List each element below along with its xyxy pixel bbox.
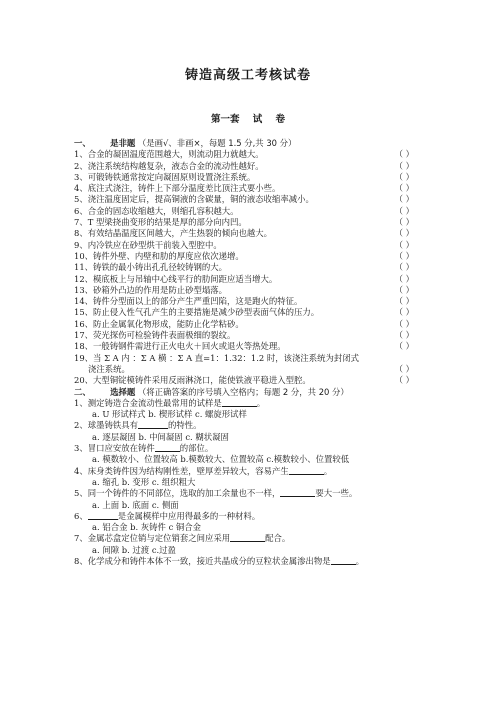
list-item: 5、浇注温度固定后，提高铜液的含碳量，铜的液态收缩率减小。 （ ） <box>74 194 414 205</box>
list-item: 10、铸件外壁、内壁和肋的厚度应依次递增。 （ ） <box>74 250 414 261</box>
answer-blank[interactable] <box>138 420 168 429</box>
section-1-number: 一、 <box>74 138 91 148</box>
section-2-note: （将正确答案的序号填入空格内；每题 2 分，共 20 分） <box>137 386 349 397</box>
answer-bracket[interactable]: （ ） <box>394 318 414 329</box>
list-item: 4、底注式浇注，铸件上下部分温度差比顶注式要小些。 （ ） <box>74 183 414 194</box>
document-title: 铸造高级工考核试卷 <box>184 68 311 83</box>
list-item: 8、有效结晶温度区间越大，产生热裂的倾向也越大。 （ ） <box>74 228 414 239</box>
question-5: 5、同一个铸件的不同部位，选取的加工余量也不一样， 要大一些。 <box>74 488 358 499</box>
list-item: 3、可锻铸铁通常按定向凝固原则设置浇注系统。 （ ） <box>74 171 414 182</box>
answer-bracket[interactable]: （ ） <box>394 262 414 273</box>
question-1-options: a. U 形试样式 b. 楔形试样 c. 螺旋形试样 <box>92 409 247 420</box>
list-item: 20、大型铜锭模铸件采用反雨淋浇口，能使铁液平稳进入型腔。 （ ） <box>74 375 414 386</box>
exam-content <box>74 138 414 567</box>
section-1-header <box>74 138 414 149</box>
answer-bracket[interactable]: （ ） <box>394 160 414 171</box>
section-2-heading: 选择题 <box>110 386 136 397</box>
list-item: 浇注系统。 （ ） <box>88 363 414 374</box>
answer-bracket[interactable]: （ ） <box>394 296 414 307</box>
question-3: 3、冒口应安放在铸件 的部位。 <box>74 443 214 454</box>
document-subtitle: 第一套 试 卷 <box>210 114 286 125</box>
answer-bracket[interactable]: （ ） <box>394 171 414 182</box>
answer-bracket[interactable]: （ ） <box>394 363 414 374</box>
answer-bracket[interactable]: （ ） <box>394 330 414 341</box>
answer-bracket[interactable]: （ ） <box>394 205 414 216</box>
list-item: 19、当 Σ A 内 ：Σ A 横 ：Σ A 直=1：1.32：1.2 时，该浇注系统为封闭式 <box>74 352 359 363</box>
answer-bracket[interactable]: （ ） <box>394 239 414 250</box>
answer-bracket[interactable]: （ ） <box>394 149 414 160</box>
answer-bracket[interactable]: （ ） <box>394 183 414 194</box>
answer-blank[interactable] <box>155 443 180 452</box>
list-item: 14、铸件分型面以上的部分产生严重凹陷，这是跑火的特征。 （ ） <box>74 296 414 307</box>
list-item: 15、防止侵入性气孔产生的主要措施是减少砂型表面气体的压力。 （ ） <box>74 307 414 318</box>
list-item: 12、模底板上与吊轴中心线平行的肋间距应适当增大。 （ ） <box>74 273 414 284</box>
question-7: 7、金属芯盒定位销与定位销套之间应采用 配合。 <box>74 533 291 544</box>
question-8: 8、化学成分和铸件本体不一致，接近共晶成分的豆粒状金属渗出物是 。 <box>74 555 364 566</box>
list-item: 17、荧光探伤可检验铸件表面极细的裂纹。 （ ） <box>74 330 414 341</box>
question-4-options: a. 缩孔 b. 变形 c. 组织粗大 <box>92 476 196 487</box>
answer-blank[interactable] <box>289 466 324 475</box>
question-6: 6、 是金属模样中应用得最多的一种材料。 <box>74 510 261 521</box>
answer-bracket[interactable]: （ ） <box>394 284 414 295</box>
answer-bracket[interactable]: （ ） <box>394 250 414 261</box>
question-2: 2、球墨铸铁具有 的特性。 <box>74 420 202 431</box>
answer-blank[interactable] <box>230 533 265 542</box>
list-item: 18、一般铸钢件需进行正火电火＋回火或退火等热处理。 （ ） <box>74 341 414 352</box>
section-2-header <box>74 387 414 398</box>
answer-blank[interactable] <box>280 488 315 497</box>
question-4: 4、床身类铸件因为结构刚性差，壁厚差异较大，容易产生 。 <box>74 465 333 476</box>
answer-bracket[interactable]: （ ） <box>394 307 414 318</box>
answer-bracket[interactable]: （ ） <box>394 341 414 352</box>
list-item: 9、内冷铁应在砂型烘干前装入型腔中。 （ ） <box>74 239 414 250</box>
list-item: 1、合金的凝固温度范围越大，则流动阻力就越大。 （ ） <box>74 149 414 160</box>
section-1-note: （是画√、非画×，每题 1.5 分,共 30 分） <box>137 138 297 148</box>
question-3-options: a. 模数较小、位置较高 b.模数较大、位置较高 c.模数较小、位置较低 <box>92 454 350 465</box>
question-6-options: a. 铝合金 b. 灰铸件 c 铜合金 <box>92 522 202 533</box>
answer-blank[interactable] <box>88 511 118 520</box>
true-false-list <box>74 149 414 386</box>
list-item: 2、浇注系统结构越复杂，液态合金的流动性越好。 （ ） <box>74 160 414 171</box>
question-2-options: a. 逐层凝固 b. 中间凝固 c. 糊状凝固 <box>92 431 229 442</box>
list-item: 11、铸铁的最小铸出孔孔径较铸钢的大。 （ ） <box>74 262 414 273</box>
list-item: 13、砂箱外凸边的作用是防止砂型塌落。 （ ） <box>74 284 414 295</box>
list-item: 16、防止金属氧化物形成，能防止化学粘砂。 （ ） <box>74 318 414 329</box>
section-2-number: 二、 <box>74 386 91 397</box>
answer-bracket[interactable]: （ ） <box>394 228 414 239</box>
answer-bracket[interactable]: （ ） <box>394 273 414 284</box>
question-1: 1、测定铸造合金流动性最常用的试样是 。 <box>74 397 266 408</box>
list-item: 7、T 型梁挠曲变形的结果是厚的部分向内凹。 （ ） <box>74 217 414 228</box>
section-1-heading: 是非题 <box>110 138 136 148</box>
answer-bracket[interactable]: （ ） <box>394 217 414 228</box>
answer-bracket[interactable]: （ ） <box>394 194 414 205</box>
question-5-options: a. 上面 b. 底面 c. 侧面 <box>92 499 179 510</box>
question-7-options: a. 间隙 b. 过渡 c.过盈 <box>92 544 176 555</box>
answer-bracket[interactable]: （ ） <box>394 375 414 386</box>
list-item: 6、合金的固态收缩越大，则缩孔容积越大。 （ ） <box>74 205 414 216</box>
answer-blank[interactable] <box>331 556 356 565</box>
answer-blank[interactable] <box>222 398 257 407</box>
